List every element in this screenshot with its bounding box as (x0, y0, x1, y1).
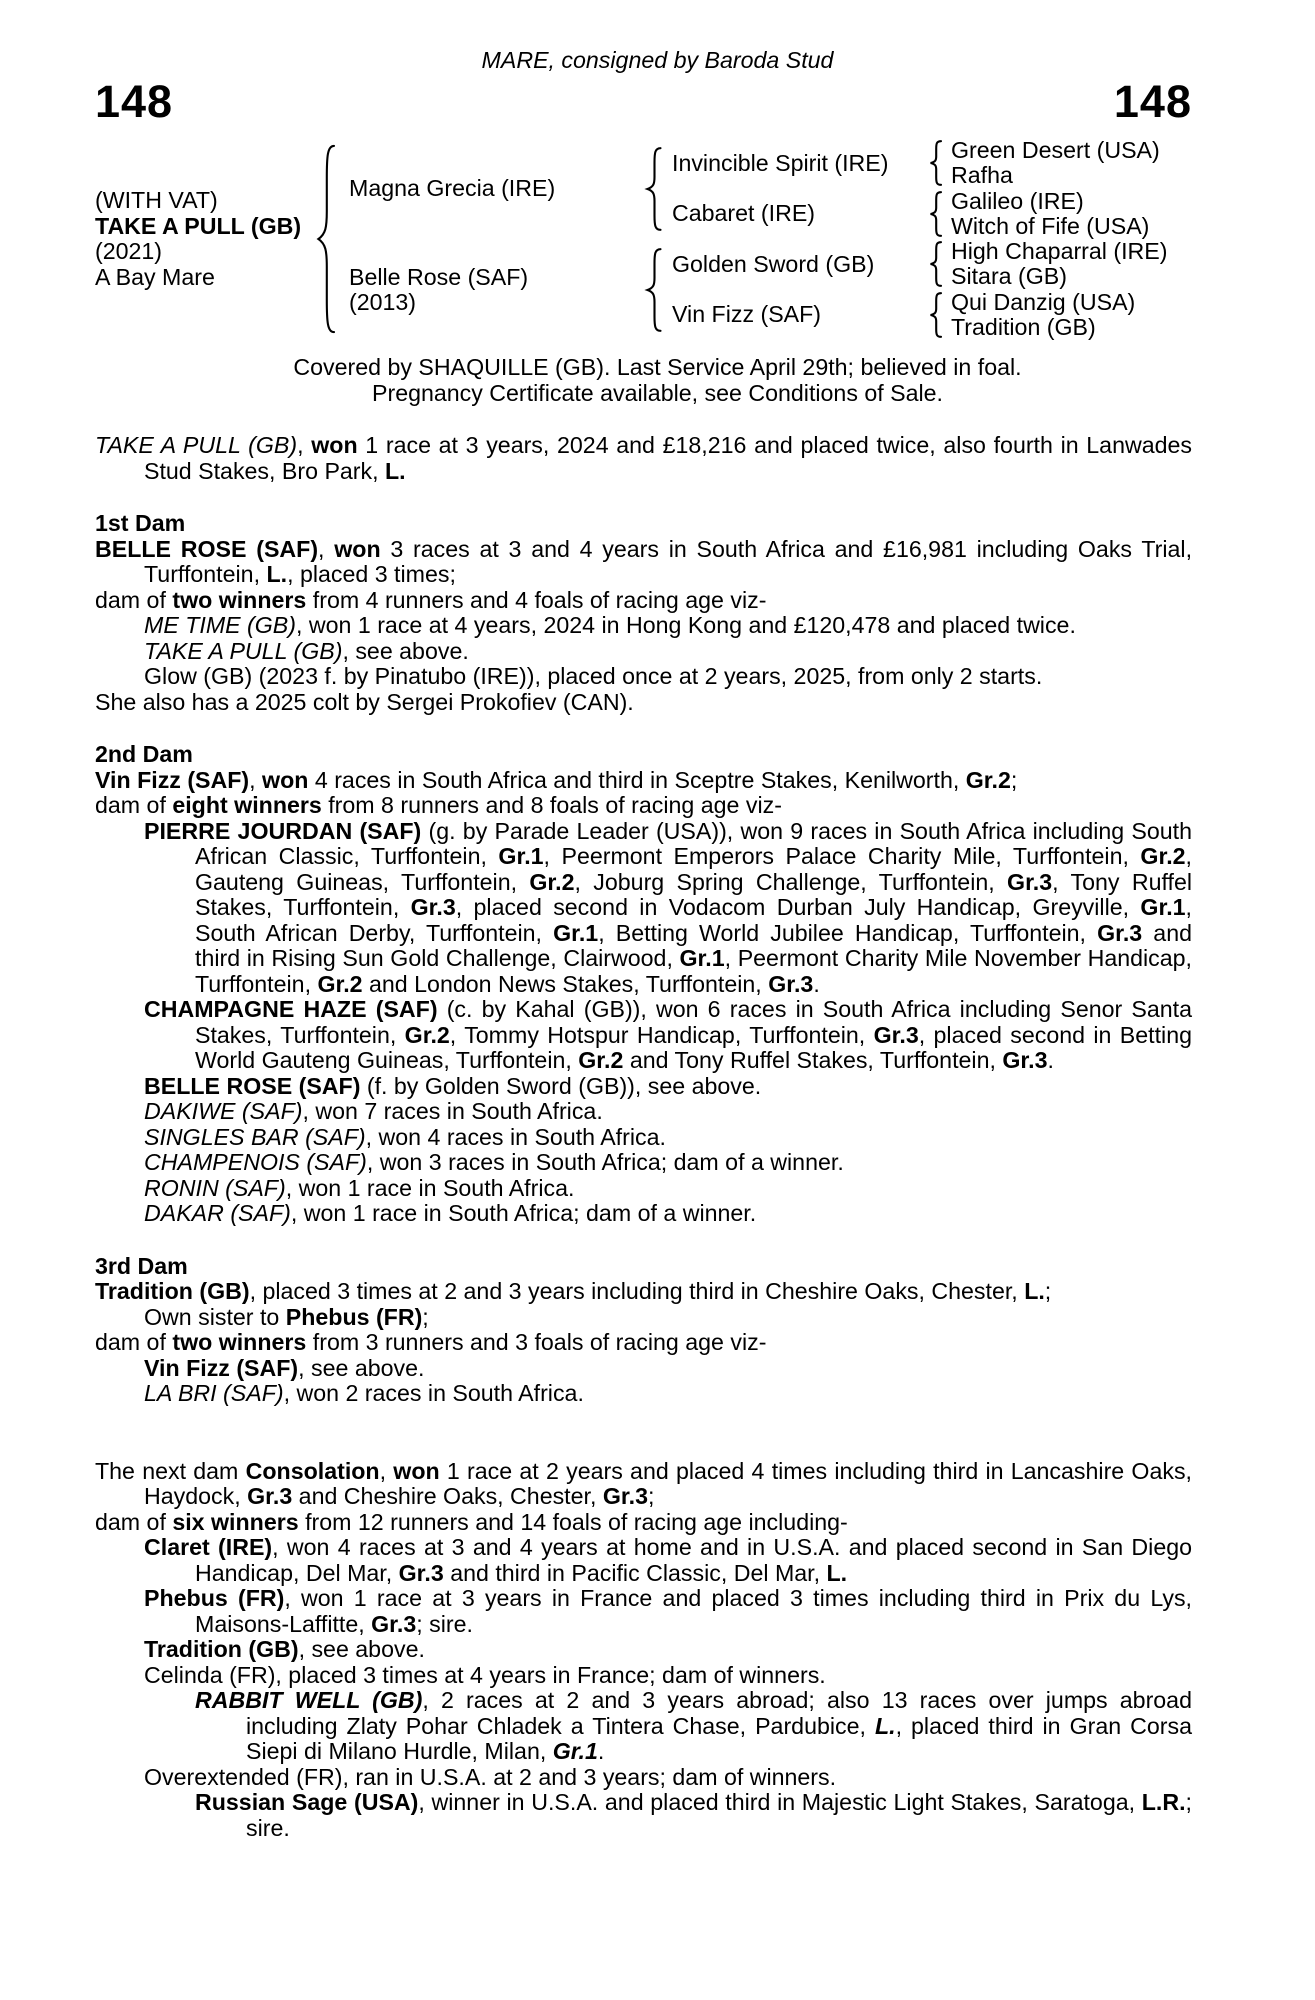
text-run: , Tony Ruffel Stakes, Turffontein, (195, 868, 1192, 920)
ancestor-name: Tradition (GB) (951, 313, 1096, 340)
ancestor-name: Galileo (IRE) (951, 187, 1084, 214)
text-run: Claret (IRE) (144, 1534, 273, 1560)
granddam-name: Vin Fizz (SAF) (672, 301, 822, 328)
text-run: , Peermont Charity Mile November Handicap, Turffontein, (195, 945, 1192, 997)
text-run: , South African Derby, Turffontein, (195, 894, 1192, 946)
body-paragraph (95, 1637, 1192, 1663)
text-run: , placed third in Gran Corsa Siepi di Milano Hurdle, Milan, (246, 1712, 1192, 1764)
text-run: Gr.3 (247, 1483, 293, 1509)
text-run: , (297, 432, 312, 458)
lot-number-left: 148 (95, 76, 174, 127)
text-run: from 4 runners and 4 foals of racing age viz- (306, 586, 767, 613)
ancestor-name: Green Desert (USA) (951, 137, 1160, 164)
text-run: and London News Stakes, Turffontein, (362, 970, 769, 997)
body-paragraph (95, 1381, 1192, 1407)
horse-description: A Bay Mare (95, 263, 215, 290)
text-run: L.R. (1141, 1789, 1186, 1815)
text-run: , won 2 races in South Africa. (283, 1380, 584, 1406)
text-run: two winners (172, 1329, 307, 1355)
body-paragraph (95, 793, 1192, 819)
text-run: Gr.3 (398, 1559, 444, 1586)
body-paragraph (95, 1586, 1192, 1637)
text-run: CHAMPAGNE HAZE (SAF) (144, 996, 438, 1022)
text-run: , see above. (298, 1354, 425, 1381)
text-run: , see above. (342, 637, 469, 664)
text-run: Overextended (FR), ran in U.S.A. at 2 and 3 years; dam of winners. (144, 1763, 837, 1790)
text-run: Gr.1 (498, 843, 544, 869)
ancestor-name: Sitara (GB) (951, 263, 1067, 290)
text-run: ; (647, 1483, 655, 1509)
text-run: and third in Rising Sun Gold Challenge, Clairwood, (195, 919, 1192, 971)
section-heading: 3rd Dam (95, 1252, 188, 1279)
body-paragraph (95, 1125, 1192, 1151)
text-run: , won 4 races at 3 and 4 years at home and in U.S.A. and placed second in San Diego Handicap, Del Mar, (195, 1534, 1193, 1586)
text-run: Gr.3 (873, 1021, 919, 1048)
text-run: TAKE A PULL (GB) (95, 432, 298, 458)
pedigree-lot-info (95, 138, 313, 340)
text-run: 1 race at 3 years, 2024 and £18,216 and placed twice, also fourth in Lanwades Stud Stakes, Bro Park, (144, 432, 1192, 484)
body-section (95, 511, 1192, 715)
text-run: PIERRE JOURDAN (SAF) (144, 817, 422, 844)
text-run: (c. by Kahal (GB)), won 6 races in South Africa including Senor Santa Stakes, Turffontein, (195, 996, 1192, 1048)
text-run: DAKAR (SAF) (144, 1200, 291, 1226)
body-paragraph (95, 664, 1192, 690)
text-run: (f. by Golden Sword (GB)), see above. (360, 1072, 762, 1099)
text-run: Vin Fizz (SAF) (95, 766, 250, 793)
body-section (95, 1254, 1192, 1407)
body-paragraph (95, 1330, 1192, 1356)
text-run: and Cheshire Oaks, Chester, (292, 1483, 603, 1509)
text-run: , winner in U.S.A. and placed third in Majestic Light Stakes, Saratoga, (418, 1789, 1142, 1815)
text-run: , placed 3 times at 2 and 3 years including third in Cheshire Oaks, Chester, (249, 1278, 1025, 1304)
text-run: LA BRI (SAF) (144, 1380, 284, 1406)
text-run: , won 1 race in South Africa; dam of a winner. (290, 1200, 757, 1226)
text-run: Own sister to (144, 1303, 286, 1330)
text-run: Consolation (245, 1457, 380, 1484)
text-run: Gr.1 (553, 919, 599, 946)
text-run: won (334, 535, 381, 562)
brace-icon (927, 292, 943, 338)
text-run: Gr.2 (965, 766, 1011, 793)
body-paragraph (95, 1510, 1192, 1536)
text-run: Gr.3 (768, 970, 814, 997)
sire-brace (643, 138, 669, 239)
text-run: and third in Pacific Classic, Del Mar, (443, 1559, 827, 1586)
text-run: , won 4 races in South Africa. (365, 1123, 666, 1150)
body-paragraph (95, 1459, 1192, 1510)
gen3-brace (919, 239, 951, 290)
text-run: won (393, 1457, 440, 1484)
text-run: DAKIWE (SAF) (144, 1098, 303, 1124)
text-run: , won 3 races in South Africa; dam of a winner. (366, 1149, 844, 1175)
sire-name: Magna Grecia (IRE) (349, 175, 556, 201)
body-paragraph (95, 1176, 1192, 1202)
text-run: BELLE ROSE (SAF) (95, 535, 319, 562)
text-run: L. (1024, 1278, 1045, 1304)
text-run: ; (1044, 1278, 1052, 1304)
lot-number-right: 148 (1113, 76, 1192, 127)
text-run: from 3 runners and 3 foals of racing age viz- (306, 1329, 767, 1355)
text-run: , Betting World Jubilee Handicap, Turffontein, (598, 919, 1098, 946)
dam-name: Belle Rose (SAF) (349, 263, 529, 290)
text-run: , see above. (298, 1636, 425, 1662)
body-paragraph (95, 1790, 1192, 1841)
text-run: and Tony Ruffel Stakes, Turffontein, (623, 1047, 1003, 1073)
ancestor-name: High Chaparral (IRE) (951, 238, 1168, 265)
brace-icon (927, 241, 943, 287)
text-run: ME TIME (GB) (144, 612, 296, 638)
body-paragraph (95, 1663, 1192, 1689)
body-paragraph (95, 1356, 1192, 1382)
text-run: CHAMPENOIS (SAF) (144, 1149, 367, 1175)
text-run: , Gauteng Guineas, Turffontein, (195, 843, 1192, 895)
text-run: Gr.2 (404, 1021, 450, 1048)
ancestor-name: Witch of Fife (USA) (951, 212, 1150, 239)
text-run: The next dam (95, 1457, 246, 1484)
body-paragraph (95, 1535, 1192, 1586)
body-paragraph (95, 537, 1192, 588)
text-run: (g. by Parade Leader (USA)), won 9 races in South Africa including South African Classic, Turffontein, (195, 817, 1192, 869)
grandsire-name: Golden Sword (GB) (672, 250, 875, 277)
body-section (95, 1459, 1192, 1842)
text-run: L. (385, 457, 406, 484)
text-run: , won 1 race at 4 years, 2024 in Hong Kong and £120,478 and placed twice. (296, 612, 1076, 638)
text-run: . (1047, 1047, 1054, 1073)
text-run: , placed second in Betting World Gauteng Guineas, Turffontein, (195, 1021, 1192, 1073)
text-run: , (318, 535, 335, 562)
text-run: Gr.2 (578, 1047, 624, 1073)
horse-foaling-year: (2021) (95, 238, 163, 264)
body-paragraph (95, 819, 1192, 998)
consignor-line: MARE, consigned by Baroda Stud (481, 47, 834, 73)
text-run: L. (874, 1712, 896, 1739)
text-run: Phebus (FR) (144, 1585, 285, 1611)
text-run: Gr.3 (371, 1610, 417, 1637)
text-run: ; (422, 1303, 429, 1330)
text-run: dam of (95, 1329, 173, 1355)
vat-note: (WITH VAT) (95, 187, 218, 213)
lot-number-row (95, 76, 1192, 127)
text-run: 3 races at 3 and 4 years in South Africa and £16,981 including Oaks Trial, Turffontein, (144, 535, 1193, 587)
text-run: Gr.3 (1002, 1047, 1048, 1073)
body-paragraph (95, 1688, 1192, 1765)
text-run: Gr.2 (317, 970, 363, 997)
text-run: Gr.3 (1007, 868, 1053, 895)
gen3-brace (919, 138, 951, 189)
text-run: Phebus (FR) (285, 1303, 423, 1330)
text-run: Tradition (GB) (95, 1278, 250, 1304)
pedigree-gen3-column (951, 138, 1218, 340)
text-run: , 2 races at 2 and 3 years abroad; also 13 races over jumps abroad including Zlaty Pohar Chladek a Tintera Chase, Pardubice, (246, 1687, 1192, 1739)
text-run: Gr.1 (1140, 894, 1186, 920)
dam-year: (2013) (349, 288, 417, 315)
text-run: Gr.1 (679, 945, 725, 971)
text-run: Gr.3 (1097, 919, 1143, 946)
text-run: Gr.3 (410, 894, 456, 920)
text-run: She also has a 2025 colt by Sergei Prokofiev (CAN). (95, 688, 634, 715)
text-run: from 8 runners and 8 foals of racing age viz- (321, 792, 782, 818)
text-run: dam of (95, 792, 173, 818)
text-run: ; sire. (246, 1789, 1192, 1841)
pedigree-dam-cell (349, 239, 643, 340)
text-run: , Joburg Spring Challenge, Turffontein, (574, 868, 1008, 895)
body-section (95, 433, 1192, 484)
text-run: Vin Fizz (SAF) (144, 1354, 299, 1381)
text-run: Celinda (FR), placed 3 times at 4 years in France; dam of winners. (144, 1661, 826, 1688)
text-run: eight winners (172, 792, 322, 818)
text-run: won (311, 432, 358, 458)
gen3-brace (919, 290, 951, 341)
text-run: SINGLES BAR (SAF) (144, 1123, 366, 1150)
text-run: , Tommy Hotspur Handicap, Turffontein, (449, 1021, 874, 1048)
text-run: , (379, 1457, 394, 1484)
body-paragraph (95, 1305, 1192, 1331)
section-heading: 2nd Dam (95, 741, 193, 767)
covering-line: Covered by SHAQUILLE (GB). Last Service April 29th; believed in foal. (293, 354, 1022, 380)
pedigree-table (95, 138, 1218, 340)
text-run: Tradition (GB) (144, 1636, 299, 1662)
brace-icon (313, 141, 337, 337)
body-paragraph (95, 1201, 1192, 1227)
granddam-name: Cabaret (IRE) (672, 200, 816, 227)
covering-line: Pregnancy Certificate available, see Conditions of Sale. (372, 380, 943, 406)
text-run: L. (826, 1559, 848, 1586)
body-paragraph (95, 433, 1192, 484)
text-run: Gr.1 (552, 1738, 598, 1764)
text-run: Russian Sage (USA) (195, 1789, 419, 1815)
text-run: 4 races in South Africa and third in Sceptre Stakes, Kenilworth, (308, 766, 966, 793)
ancestor-name: Rafha (951, 162, 1013, 189)
text-run: RABBIT WELL (GB) (195, 1687, 423, 1713)
text-run: dam of (95, 586, 173, 613)
text-run: Gr.2 (1140, 843, 1186, 869)
text-run: Gr.3 (602, 1483, 648, 1509)
catalogue-body (95, 433, 1192, 1841)
pedigree-brace-gen3 (919, 138, 951, 340)
brace-icon (927, 191, 943, 237)
dam-brace (643, 239, 669, 340)
text-run: BELLE ROSE (SAF) (144, 1072, 361, 1099)
body-paragraph (95, 1765, 1192, 1791)
text-run: Gr.2 (529, 868, 575, 895)
body-paragraph (95, 690, 1192, 716)
body-paragraph (95, 1074, 1192, 1100)
text-run: , (249, 766, 263, 793)
covering-note (0, 354, 1315, 406)
brace-icon (643, 247, 663, 333)
text-run: six winners (172, 1508, 299, 1535)
grandsire-name: Invincible Spirit (IRE) (672, 149, 889, 176)
brace-icon (643, 146, 663, 232)
pedigree-brace-gen1 (313, 138, 349, 340)
text-run: Glow (GB) (2023 f. by Pinatubo (IRE)), placed once at 2 years, 2025, from only 2 starts. (144, 663, 1043, 689)
section-heading: 1st Dam (95, 510, 186, 536)
text-run: RONIN (SAF) (144, 1174, 286, 1201)
text-run: . (597, 1738, 605, 1764)
text-run: , won 1 race in South Africa. (285, 1174, 575, 1201)
brace-icon (927, 140, 943, 186)
body-paragraph (95, 588, 1192, 614)
body-paragraph (95, 1279, 1192, 1305)
text-run: two winners (172, 586, 307, 613)
text-run: won (262, 766, 309, 793)
pedigree-gen1-column (349, 138, 643, 340)
body-paragraph (95, 768, 1192, 794)
text-run: TAKE A PULL (GB) (144, 637, 343, 664)
horse-name: TAKE A PULL (GB) (95, 212, 302, 239)
body-section (95, 742, 1192, 1227)
pedigree-gen2-column (669, 138, 919, 340)
text-run: . (813, 970, 820, 997)
text-run: , won 7 races in South Africa. (302, 1098, 603, 1124)
body-paragraph (95, 639, 1192, 665)
ancestor-name: Qui Danzig (USA) (951, 288, 1136, 315)
body-paragraph (95, 997, 1192, 1074)
text-run: , placed 3 times; (287, 561, 456, 587)
pedigree-brace-gen2 (643, 138, 669, 340)
pedigree-sire-cell (349, 138, 643, 239)
text-run: ; (1010, 766, 1018, 793)
text-run: , placed second in Vodacom Durban July Handicap, Greyville, (455, 894, 1141, 920)
body-paragraph (95, 1150, 1192, 1176)
text-run: L. (266, 561, 288, 587)
text-run: , Peermont Emperors Palace Charity Mile, Turffontein, (543, 843, 1141, 869)
text-run: 1 race at 2 years and placed 4 times including third in Lancashire Oaks, Haydock, (144, 1457, 1192, 1509)
body-paragraph (95, 613, 1192, 639)
text-run: , won 1 race at 3 years in France and placed 3 times including third in Prix du Lys, Maisons-Laffitte, (195, 1585, 1192, 1637)
body-paragraph (95, 1099, 1192, 1125)
text-run: dam of (95, 1508, 173, 1535)
gen3-brace (919, 189, 951, 240)
text-run: from 12 runners and 14 foals of racing age including- (298, 1508, 848, 1535)
text-run: ; sire. (416, 1610, 473, 1637)
